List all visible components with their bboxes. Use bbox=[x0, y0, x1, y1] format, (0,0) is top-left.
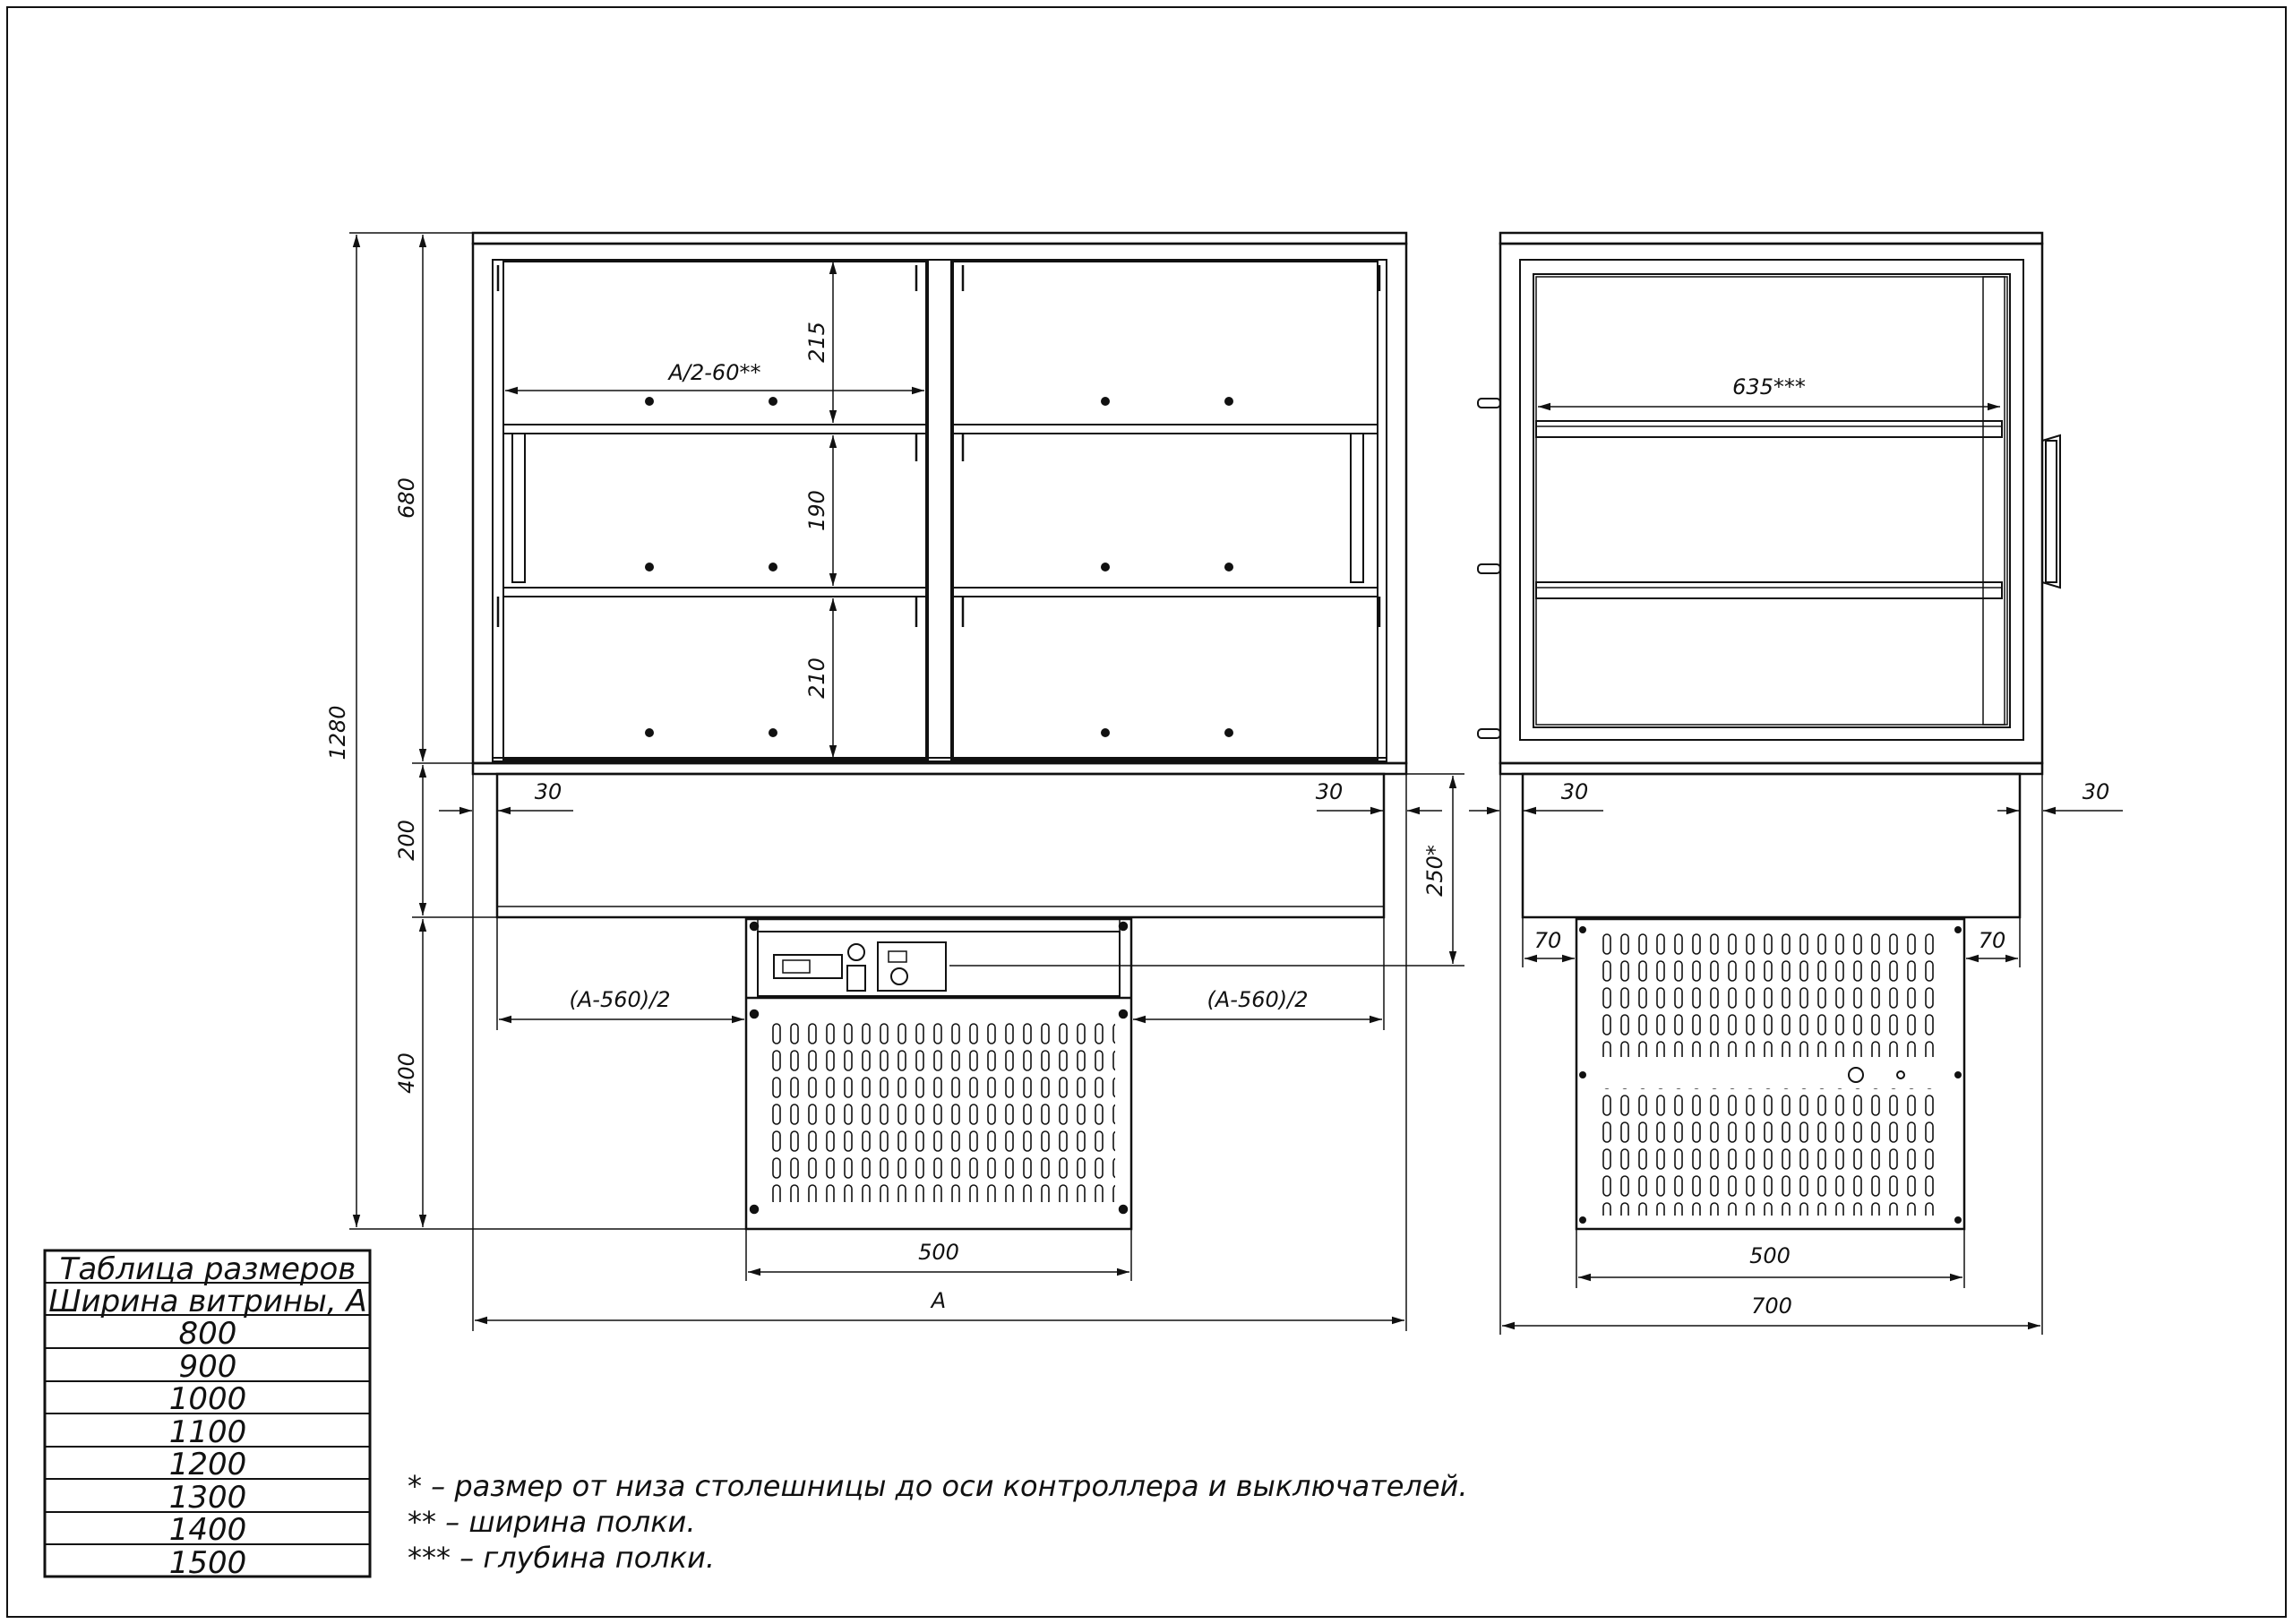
table-title: Таблица размеров bbox=[59, 1251, 356, 1287]
table-row: 1400 bbox=[168, 1512, 247, 1548]
size-table bbox=[45, 1250, 370, 1581]
footnote-1: * – размер от низа столешницы до оси контроллера и выключателей. bbox=[408, 1469, 1468, 1503]
dim-side-unit-width: 500 bbox=[1749, 1243, 1791, 1268]
dim-display-height: 680 bbox=[394, 477, 419, 519]
dim-shelf-2: 190 bbox=[804, 490, 829, 531]
table-row: 1100 bbox=[168, 1414, 247, 1450]
table-row: 1000 bbox=[168, 1381, 247, 1417]
dim-controller-height: 250* bbox=[1422, 845, 1447, 897]
dim-left-offset: 30 bbox=[534, 779, 563, 804]
dim-left-side: (A-560)/2 bbox=[569, 987, 671, 1012]
dim-shelf-depth: 635*** bbox=[1732, 374, 1806, 400]
dim-right-side: (A-560)/2 bbox=[1207, 987, 1309, 1012]
dim-right-offset: 30 bbox=[1315, 779, 1344, 804]
dim-base-height: 200 bbox=[394, 820, 419, 861]
dim-side-left-offset: 30 bbox=[1560, 779, 1589, 804]
footnote-3: *** – глубина полки. bbox=[408, 1541, 716, 1575]
table-row: 1200 bbox=[168, 1447, 247, 1482]
footnote-2: ** – ширина полки. bbox=[408, 1505, 696, 1539]
front-view bbox=[473, 233, 1406, 1229]
dim-overall-width: A bbox=[931, 1288, 947, 1313]
dim-shelf-3: 210 bbox=[804, 657, 829, 699]
dim-total-height: 1280 bbox=[325, 705, 350, 760]
dim-shelf-width: A/2-60** bbox=[668, 360, 761, 385]
table-row: 1300 bbox=[168, 1480, 247, 1516]
table-row: 1500 bbox=[168, 1545, 247, 1581]
dim-shelf-1: 215 bbox=[804, 322, 829, 363]
table-row: 800 bbox=[178, 1316, 237, 1352]
sheet-frame bbox=[7, 7, 2286, 1617]
dim-side-right-inset: 70 bbox=[1978, 928, 2006, 953]
table-header: Ширина витрины, А bbox=[48, 1284, 367, 1319]
dim-side-overall-width: 700 bbox=[1751, 1293, 1792, 1319]
footnotes bbox=[408, 1469, 1468, 1575]
dim-side-right-offset: 30 bbox=[2082, 779, 2110, 804]
dim-unit-height: 400 bbox=[394, 1053, 419, 1094]
dim-side-left-inset: 70 bbox=[1533, 928, 1562, 953]
dim-unit-width: 500 bbox=[918, 1240, 959, 1265]
table-row: 900 bbox=[178, 1349, 237, 1385]
